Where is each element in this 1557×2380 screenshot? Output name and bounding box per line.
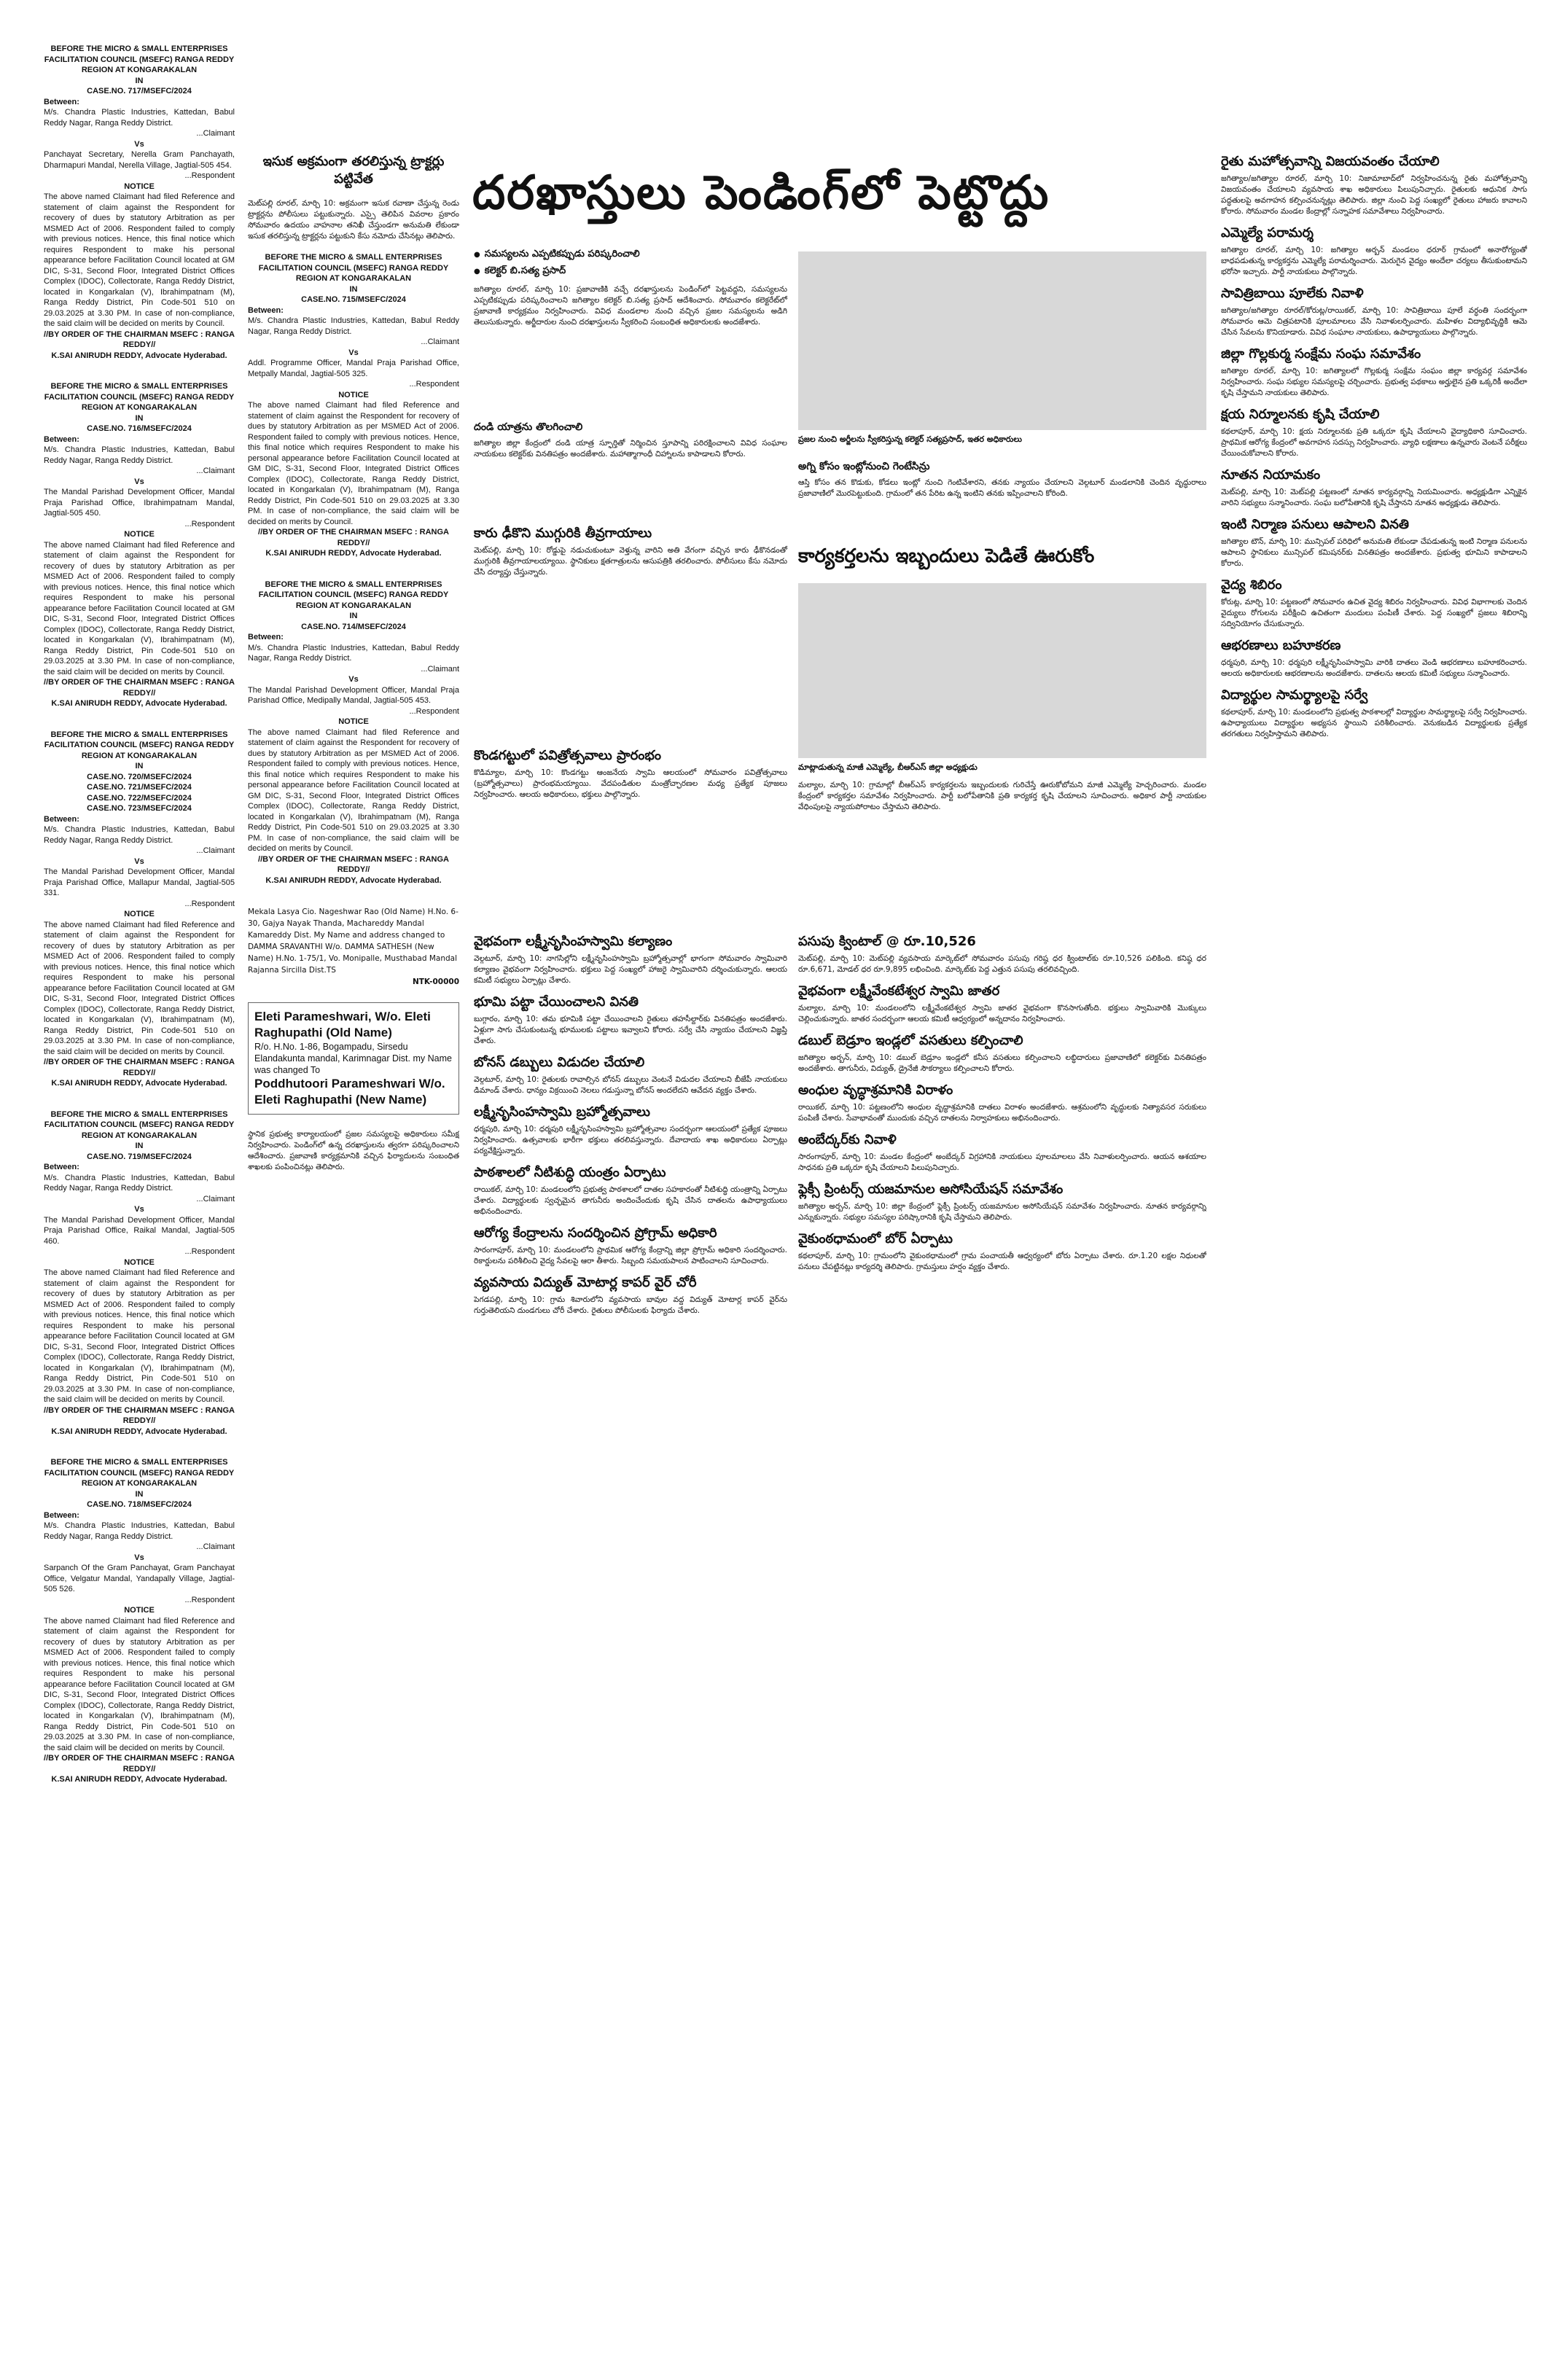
case-number: CASE.NO. 717/MSEFC/2024 (87, 87, 192, 95)
case-number: CASE.NO. 715/MSEFC/2024 (301, 295, 406, 304)
legal-notice (44, 381, 235, 709)
story-body: ధర్మపురి, మార్చి 10: ధర్మపురి లక్ష్మీనృసింహస్వామి వారికి దాతలు వెండి ఆభరణాలు బహూకరించారు. ఆలయ అధికారులకు ఆభరణాలను అందజేశారు. దాతలను ఆలయ కమిటీ సభ్యులు సన్మానించారు. (1221, 658, 1527, 678)
column-two (248, 146, 459, 2380)
ad-new-name: Poddhutoori Parameshwari W/o. Eleti Raghupathi (New Name) (254, 1077, 445, 1107)
notice-body: The above named Claimant had filed Reference and statement of claim against the Respondent for recovery of dues by statutory Arbitration as per MSMED Act of 2006. Respondent failed to comply with previous notices. Hence, this final notice which requires Respondent to make his personal appearance before Facilitation Council located at GM DIC, S-31, Second Floor, Integrated District Offices Complex (IDOC), Collectorate, Ranga Reddy District, located in Kongarkalan (V), Ibrahimpatnam (M), Ranga Reddy District, Pin Code-501 510 on 29.03.2025 at 3.30 PM. In case of non-compliance, the said claim will be decided on merits by Council. (44, 920, 235, 1056)
notice-header: BEFORE THE MICRO & SMALL ENTERPRISES FACILITATION COUNCIL (MSEFC) RANGA REDDY REGION AT KONGARAKALAN (44, 382, 235, 412)
story-body: కథలాపూర్, మార్చి 10: క్షయ నిర్మూలనకు ప్రతి ఒక్కరూ కృషి చేయాలని వైద్యాధికారి సూచించారు. ప్రాథమిక ఆరోగ్య కేంద్రంలో అవగాహన సదస్సు నిర్వహించారు. వ్యాధి లక్షణాలు ఉన్నవారు వెంటనే పరీక్షలు చేయించుకోవాలని కోరారు. (1221, 427, 1527, 458)
story-title: పాఠశాలలో నీటిశుద్ధి యంత్రం ఏర్పాటు (474, 1165, 666, 1180)
claimant-name: M/s. Chandra Plastic Industries, Kattedan, Babul Reddy Nagar, Ranga Reddy District. (44, 825, 235, 845)
ad-code: NTK-00000 (412, 978, 459, 986)
versus-label: Vs (348, 348, 359, 357)
versus-label: Vs (348, 675, 359, 684)
photo-caption: ప్రజల నుంచి అర్జీలను స్వీకరిస్తున్న కలెక్టర్ సత్యప్రసాద్, ఇతర అధికారులు (798, 434, 1022, 444)
notice-order: //BY ORDER OF THE CHAIRMAN MSEFC : RANGA REDDY// (44, 678, 235, 698)
workers-body: మల్యాల, మార్చి 10: గ్రామాల్లో బీఆర్ఎస్ కార్యకర్తలను ఇబ్బందులకు గురిచేస్తే ఊరుకోబోమని మాజీ ఎమ్మెల్యే హెచ్చరించారు. మండల కేంద్రంలో కార్యకర్తల సమావేశం నిర్వహించారు. పార్టీ బలోపేతానికి ప్రతి కార్యకర్త కృషి చేయాలని సూచించారు. అధికార పార్టీ నాయకుల వేధింపులపై న్యాయపోరాటం చేస్తామని తెలిపారు. (798, 781, 1206, 811)
story-body: సారంగాపూర్, మార్చి 10: మండల కేంద్రంలో అంబేద్కర్ విగ్రహానికి నాయకులు పూలమాలలు వేసి నివాళులర్పించారు. ఆయన ఆశయాల సాధనకు ప్రతి ఒక్కరూ కృషి చేయాలని పిలుపునిచ్చారు. (798, 1152, 1206, 1172)
ad-text: Mekala Lasya Cio. Nageshwar Rao (Old Name) H.No. 6-30, Gajya Nayak Thanda, Machareddy Mandal Kamareddy Dist. My Name and address changed to DAMMA SRAVANTHI W/o. DAMMA SATHESH (New Name) H.No. 1-75/1, Vo. Monipalle, Musthabad Mandal Rajanna Sircilla Dist.TS (248, 908, 458, 975)
story-title: ఫ్లెక్సీ ప్రింటర్స్ యజమానుల అసోసియేషన్ సమావేశం (798, 1182, 1064, 1197)
story-title: వైద్య శిబిరం (1221, 577, 1282, 593)
between-label: Between: (44, 97, 79, 106)
story-title: రైతు మహోత్సవాన్ని విజయవంతం చేయాలి (1221, 154, 1440, 169)
notice-header: BEFORE THE MICRO & SMALL ENTERPRISES FACILITATION COUNCIL (MSEFC) RANGA REDDY REGION AT KONGARAKALAN (258, 580, 449, 610)
lead-story (474, 284, 787, 329)
story-title: ఇసుక అక్రమంగా తరలిస్తున్న ట్రాక్టర్లు పట్టివేత (262, 154, 445, 187)
name-change-ad-small (248, 906, 459, 988)
between-label: Between: (44, 1510, 79, 1520)
bullet-point: ● కలెక్టర్ బి.సత్య ప్రసాద్ (474, 263, 780, 280)
notice-in: IN (349, 284, 358, 294)
notice-body: The above named Claimant had filed Reference and statement of claim against the Respondent for recovery of dues by statutory Arbitration as per MSMED Act of 2006. Respondent failed to comply with previous notices. Hence, this final notice which requires Respondent to make his personal appearance before Facilitation Council located at GM DIC, S-31, Second Floor, Integrated District Offices Complex (IDOC), Collectorate, Ranga Reddy District, located in Kongarkalan (V), Ibrahimpatnam (M), Ranga Reddy District, Pin Code-501 510 on 29.03.2025 at 3.30 PM. In case of non-compliance, the said claim will be decided on merits by Council. (44, 1268, 235, 1404)
legal-notice (44, 44, 235, 361)
legal-notice (44, 1457, 235, 1785)
bullet-point: ● సమస్యలను ఎప్పటికప్పుడు పరిష్కరించాలి (474, 246, 780, 263)
story-title: బోనస్ డబ్బులు విడుదల చేయాలి (474, 1055, 645, 1070)
legal-notice (44, 1109, 235, 1437)
notice-signatory: K.SAI ANIRUDH REDDY, Advocate Hyderabad. (51, 1775, 227, 1784)
notice-order: //BY ORDER OF THE CHAIRMAN MSEFC : RANGA REDDY// (258, 528, 449, 547)
story-body: జగిత్యాల అర్బన్, మార్చి 10: డబుల్ బెడ్రూం ఇండ్లలో కనీస వసతులు కల్పించాలని లబ్ధిదారులు ప్రజావాణిలో కలెక్టర్‌కు వినతిపత్రం అందజేశారు. తాగునీరు, విద్యుత్, డ్రైనేజీ సౌకర్యాలు కల్పించాలని కోరారు. (798, 1053, 1206, 1073)
story-title: వైభవంగా లక్ష్మీవేంకటేశ్వర స్వామి జాతర (798, 983, 1000, 999)
between-label: Between: (44, 1163, 79, 1171)
car-title: కారు ఢీకొని ముగ్గురికి తీవ్రగాయాలు (474, 526, 652, 541)
notice-signatory: K.SAI ANIRUDH REDDY, Advocate Hyderabad. (51, 699, 227, 708)
versus-label: Vs (134, 1205, 144, 1214)
claimant-name: M/s. Chandra Plastic Industries, Kattedan, Babul Reddy Nagar, Ranga Reddy District. (44, 108, 235, 128)
claimant-label: ...Claimant (196, 1542, 235, 1551)
legal-notice (248, 252, 459, 559)
respondent-label: ...Respondent (184, 171, 235, 180)
collector-photo (798, 251, 1206, 430)
respondent-label: ...Respondent (184, 519, 235, 528)
story-body: వెల్గటూర్, మార్చి 10: నాగసిల్లోని లక్ష్మీనృసింహస్వామి బ్రహ్మోత్సవాల్లో భాగంగా సోమవారం స్వామివారి కల్యాణం వైభవంగా నిర్వహించారు. భక్తులు పెద్ద సంఖ్యలో హాజరై స్వామివారిని దర్శించుకున్నారు. ఆలయ కమిటీ సభ్యులు ఏర్పాట్లు చేశారు. (474, 954, 787, 985)
story-title: విద్యార్థుల సామర్థ్యాలపై సర్వే (1221, 687, 1368, 703)
notice-in: IN (135, 762, 144, 770)
between-label: Between: (44, 814, 79, 824)
case-number: CASE.NO. 718/MSEFC/2024 (87, 1500, 192, 1509)
notice-body: The above named Claimant had filed Reference and statement of claim against the Respondent for recovery of dues by statutory Arbitration as per MSMED Act of 2006. Respondent failed to comply with previous notices. Hence, this final notice which requires Respondent to make his personal appearance before Facilitation Council located at GM DIC, S-31, Second Floor, Integrated District Offices Complex (IDOC), Collectorate, Ranga Reddy District, located in Kongarkalan (V), Ibrahimpatnam (M), Ranga Reddy District, Pin Code-501 510 on 29.03.2025 at 3.30 PM. In case of non-compliance, the said claim will be decided on merits by Council. (248, 727, 459, 853)
notice-signatory: K.SAI ANIRUDH REDDY, Advocate Hyderabad. (51, 351, 227, 360)
side-story (798, 453, 1206, 501)
story-body: రాయికల్, మార్చి 10: పట్టణంలోని అంధుల వృద్ధాశ్రమానికి దాతలు విరాళం అందజేశారు. ఆశ్రమంలోని వృద్ధులకు నిత్యావసర సరుకులు పంపిణీ చేశారు. సేవాభావంతో ముందుకు వచ్చిన దాతలను నిర్వాహకులు అభినందించారు. (798, 1103, 1206, 1123)
claimant-name: M/s. Chandra Plastic Industries, Kattedan, Babul Reddy Nagar, Ranga Reddy District. (44, 445, 235, 465)
notice-signatory: K.SAI ANIRUDH REDDY, Advocate Hyderabad. (265, 549, 442, 558)
story-title: ఆభరణాలు బహూకరణ (1221, 638, 1341, 653)
notice-body: The above named Claimant had filed Reference and statement of claim against the Respondent for recovery of dues by statutory Arbitration as per MSMED Act of 2006. Respondent failed to comply with previous notices. Hence, this final notice which requires Respondent to make his personal appearance before Facilitation Council located at GM DIC, S-31, Second Floor, Integrated District Offices Complex (IDOC), Collectorate, Ranga Reddy District, located in Kongarkalan (V), Ibrahimpatnam (M), Ranga Reddy District, Pin Code-501 510 on 29.03.2025 at 3.30 PM. In case of non-compliance, the said claim will be decided on merits by Council. (44, 1616, 235, 1752)
story-title: జిల్లా గొల్లకుర్మ సంక్షేమ సంఘ సమావేశం (1221, 346, 1421, 362)
notice-header: BEFORE THE MICRO & SMALL ENTERPRISES FACILITATION COUNCIL (MSEFC) RANGA REDDY REGION AT KONGARAKALAN (44, 1458, 235, 1488)
story-body: మల్యాల, మార్చి 10: మండలంలోని లక్ష్మీవేంకటేశ్వర స్వామి జాతర వైభవంగా కొనసాగుతోంది. భక్తులు స్వామివారికి మొక్కులు చెల్లించుకున్నారు. జాతర సందర్భంగా ఆలయ కమిటీ ఆధ్వర్యంలో అన్నదానం నిర్వహించారు. (798, 1004, 1206, 1023)
respondent-name: The Mandal Parishad Development Officer, Mandal Praja Parishad Office, Ibrahimpatnam Mandal, Jagtial-505 450. (44, 488, 235, 518)
kondagattu-story (474, 740, 787, 802)
name-change-ad (248, 1002, 459, 1115)
story-body: కోరుట్ల, మార్చి 10: పట్టణంలో సోమవారం ఉచిత వైద్య శిబిరం నిర్వహించారు. వివిధ విభాగాలకు చెందిన వైద్యులు రోగులను పరీక్షించి ఉచితంగా మందులు పంపిణీ చేశారు. పెద్ద సంఖ్యలో ప్రజలు శిబిరాన్ని సద్వినియోగం చేసుకున్నారు. (1221, 598, 1527, 628)
legal-notice (44, 730, 235, 1089)
car-story (474, 518, 787, 580)
story-body: జగిత్యాల/జగిత్యాల రూరల్/కోరుట్ల/రాయికల్, మార్చి 10: సావిత్రిబాయి పూలే వర్ధంతి సందర్భంగా సోమవారం ఆమె చిత్రపటానికి పూలమాలలు వేసి నివాళులర్పించారు. మహిళల విద్యాభివృద్ధికి ఆమె చేసిన సేవలను కొనియాడారు. వివిధ సంఘాల నాయకులు, ఉపాధ్యాయులు పాల్గొన్నారు. (1221, 306, 1527, 337)
legal-notice (248, 580, 459, 886)
notice-label: NOTICE (124, 1606, 155, 1615)
substory-body: జగిత్యాల జిల్లా కేంద్రంలో దండి యాత్ర స్ఫూర్తితో నిర్మించిన స్తూపాన్ని పరిరక్షించాలని వివిధ సంఘాల నాయకులు కలెక్టర్‌కు వినతిపత్రం అందజేశారు. మహాత్మాగాంధీ చిహ్నాలను కాపాడాలని కోరారు. (474, 439, 787, 459)
claimant-name: M/s. Chandra Plastic Industries, Kattedan, Babul Reddy Nagar, Ranga Reddy District. (44, 1173, 235, 1193)
notice-body: The above named Claimant had filed Reference and statement of claim against the Respondent for recovery of dues by statutory Arbitration as per MSMED Act of 2006. Respondent failed to comply with previous notices. Hence, this final notice which requires Respondent to make his personal appearance before Facilitation Council located at GM DIC, S-31, Second Floor, Integrated District Offices Complex (IDOC), Collectorate, Ranga Reddy District, located in Kongarkalan (V), Ibrahimpatnam (M), Ranga Reddy District, Pin Code-501 510 on 29.03.2025 at 3.30 PM. In case of non-compliance, the said claim will be decided on merits by Council. (248, 401, 459, 526)
notice-signatory: K.SAI ANIRUDH REDDY, Advocate Hyderabad. (51, 1427, 227, 1436)
story-body: మెట్‌పల్లి, మార్చి 10: మెట్‌పల్లి వ్యవసాయ మార్కెట్‌లో సోమవారం పసుపు గరిష్ఠ ధర క్వింటాల్‌కు రూ.10,526 పలికింది. కనిష్ఠ ధర రూ.6,671, మోడల్ ధర రూ.9,895 లభించింది. మార్కెట్‌కు పెద్ద ఎత్తున పసుపు తరలివచ్చింది. (798, 954, 1206, 974)
main-headline: దరఖాస్తులు పెండింగ్‌లో పెట్టొద్దు (472, 166, 1050, 220)
story-title: ఇంటి నిర్మాణ పనులు ఆపాలని వినతి (1221, 517, 1409, 532)
story-body: ధర్మపురి, మార్చి 10: ధర్మపురి లక్ష్మీనృసింహస్వామి బ్రహ్మోత్సవాల సందర్భంగా ఆలయంలో ప్రత్యేక పూజలు నిర్వహించారు. ఉత్సవాలకు భారీగా భక్తులు తరలివస్తున్నారు. దేవాదాయ శాఖ అధికారులు ఏర్పాట్లు పర్యవేక్షిస్తున్నారు. (474, 1125, 787, 1155)
notice-in: IN (135, 1489, 144, 1499)
story-body: జగిత్యాల రూరల్, మార్చి 10: జగిత్యాల అర్బన్ మండలం ధరూర్ గ్రామంలో అనారోగ్యంతో బాధపడుతున్న కార్యకర్తను ఎమ్మెల్యే పరామర్శించారు. మెరుగైన వైద్యం అందేలా చర్యలు తీసుకుంటామని భరోసా ఇచ్చారు. పార్టీ నాయకులు పాల్గొన్నారు. (1221, 246, 1527, 276)
notices-list (44, 44, 235, 1785)
notice-body: The above named Claimant had filed Reference and statement of claim against the Respondent for recovery of dues by statutory Arbitration as per MSMED Act of 2006. Respondent failed to comply with previous notices. Hence, this final notice which requires Respondent to make his personal appearance before Facilitation Council located at GM DIC, S-31, Second Floor, Integrated District Offices Complex (IDOC), Collectorate, Ranga Reddy District, located in Kongarkalan (V), Ibrahimpatnam (M), Ranga Reddy District, Pin Code-501 510 on 29.03.2025 at 3.30 PM. In case of non-compliance, the said claim will be decided on merits by Council. (44, 540, 235, 676)
notice-in: IN (135, 413, 144, 423)
story-title: లక్ష్మీనృసింహస్వామి బ్రహ్మోత్సవాలు (474, 1104, 650, 1120)
workers-body-block (798, 780, 1206, 814)
story-title: డబుల్ బెడ్రూం ఇండ్లలో వసతులు కల్పించాలి (798, 1033, 1023, 1048)
story-title: సావిత్రిబాయి పూలేకు నివాళి (1221, 286, 1364, 301)
workers-photo (798, 583, 1206, 758)
story-body: పెగడపల్లి, మార్చి 10: గ్రామ శివారులోని వ్యవసాయ బావుల వద్ద విద్యుత్ మోటార్ల కాపర్ వైర్‌ను గుర్తుతెలియని దుండగులు చోరీ చేశారు. రైతులు పోలీసులకు ఫిర్యాదు చేశారు. (474, 1295, 787, 1315)
story-body: వెల్గటూర్, మార్చి 10: రైతులకు రావాల్సిన బోనస్ డబ్బులు వెంటనే విడుదల చేయాలని బీజేపీ నాయకులు డిమాండ్ చేశారు. ధాన్యం విక్రయించి నెలలు గడుస్తున్నా బోనస్ అందలేదని ఆవేదన వ్యక్తం చేశారు. (474, 1075, 787, 1095)
case-number: CASE.NO. 716/MSEFC/2024 (87, 424, 192, 433)
respondent-name: Panchayat Secretary, Nerella Gram Panchayath, Dharmapuri Mandal, Nerella Village, Jagtial-505 454. (44, 150, 235, 170)
legal-notices-column (44, 44, 235, 2380)
notice-label: NOTICE (124, 1257, 155, 1267)
side-title: అగ్ని కోసం ఇంట్లోనుంచి గెంటేసిన్రు (798, 461, 930, 472)
notice-order: //BY ORDER OF THE CHAIRMAN MSEFC : RANGA REDDY// (44, 329, 235, 349)
versus-label: Vs (134, 139, 144, 149)
versus-label: Vs (134, 1553, 144, 1562)
notice-header: BEFORE THE MICRO & SMALL ENTERPRISES FACILITATION COUNCIL (MSEFC) RANGA REDDY REGION AT KONGARAKALAN (44, 730, 235, 760)
story-title: అంధుల వృద్ధాశ్రమానికి విరాళం (798, 1082, 953, 1098)
workers-title: కార్యకర్తలను ఇబ్బందులు పెడితే ఊరుకోం (798, 545, 1095, 567)
story-title: పసుపు క్వింటాల్ @ రూ.10,526 (798, 934, 976, 949)
story-body: స్థానిక ప్రభుత్వ కార్యాలయంలో ప్రజల సమస్యలపై అధికారులు సమీక్ష నిర్వహించారు. పెండింగ్‌లో ఉన్న దరఖాస్తులను త్వరగా పరిష్కరించాలని ఆదేశించారు. ప్రజావాణి కార్యక్రమానికి వచ్చిన ఫిర్యాదులను సంబంధిత శాఖలకు పంపించినట్లు తెలిపారు. (248, 1130, 459, 1171)
claimant-label: ...Claimant (196, 1194, 235, 1203)
story-body: జగిత్యాల/జగిత్యాల రూరల్, మార్చి 10: నిజామాబాద్‌లో నిర్వహించనున్న రైతు మహోత్సవాన్ని విజయవంతం చేయాలని వ్యవసాయ శాఖ అధికారులు పిలుపునిచ్చారు. రైతులకు ఆధునిక సాగు పద్ధతులపై అవగాహన కల్పించనున్నట్లు తెలిపారు. జిల్లా నుంచి పెద్ద సంఖ్యలో రైతులు హాజరు కావాలని కోరారు. సోమవారం మండల కేంద్రాల్లో సన్నాహక సమావేశాలు నిర్వహించారు. (1221, 174, 1527, 216)
story-title: క్షయ నిర్మూలనకు కృషి చేయాలి (1221, 407, 1380, 422)
story-body: మెట్‌పల్లి రూరల్, మార్చి 10: అక్రమంగా ఇసుక రవాణా చేస్తున్న రెండు ట్రాక్టర్లను పోలీసులు పట్టుకున్నారు. ఎస్సై తెలిపిన వివరాల ప్రకారం సోమవారం ఉదయం వాహనాల తనిఖీ చేస్తుండగా అనుమతి లేకుండా ఇసుక తరలిస్తున్న ట్రాక్టర్లను పట్టుకుని కేసు నమోదు చేసినట్లు తెలిపారు. (248, 199, 459, 241)
versus-label: Vs (134, 857, 144, 866)
notice-signatory: K.SAI ANIRUDH REDDY, Advocate Hyderabad. (51, 1079, 227, 1088)
story-body: జగిత్యాల అర్బన్, మార్చి 10: జిల్లా కేంద్రంలో ఫ్లెక్సీ ప్రింటర్స్ యజమానుల అసోసియేషన్ సమావేశం నిర్వహించారు. నూతన కార్యవర్గాన్ని ఎన్నుకున్నారు. సభ్యుల సమస్యల పరిష్కారానికి కృషి చేస్తామని తెలిపారు. (798, 1202, 1206, 1222)
notice-order: //BY ORDER OF THE CHAIRMAN MSEFC : RANGA REDDY// (44, 1754, 235, 1774)
story-title: వైకుంఠధామంలో బోర్ ఏర్పాటు (798, 1231, 953, 1246)
notice-signatory: K.SAI ANIRUDH REDDY, Advocate Hyderabad. (265, 875, 442, 885)
notice-in: IN (135, 76, 144, 85)
story-title: వైభవంగా లక్ష్మీనృసింహస్వామి కల్యాణం (474, 934, 673, 949)
story-body: జగిత్యాల టౌన్, మార్చి 10: మున్సిపల్ పరిధిలో అనుమతి లేకుండా చేపడుతున్న ఇంటి నిర్మాణ పనులను ఆపాలని స్థానికులు మున్సిపల్ కమిషనర్‌కు వినతిపత్రం అందజేశారు. ప్రభుత్వ భూమిని కాపాడాలని కోరారు. (1221, 537, 1527, 568)
notice-label: NOTICE (124, 530, 155, 539)
news-column-4 (1221, 146, 1527, 2376)
notice-in: IN (135, 1142, 144, 1150)
notice-order: //BY ORDER OF THE CHAIRMAN MSEFC : RANGA REDDY// (44, 1405, 235, 1425)
notice-body: The above named Claimant had filed Reference and statement of claim against the Respondent for recovery of dues by statutory Arbitration as per MSMED Act of 2006. Respondent failed to comply with previous notices. Hence, this final notice which requires Respondent to make his personal appearance before Facilitation Council located at GM DIC, S-31, Second Floor, Integrated District Offices Complex (IDOC), Collectorate, Ranga Reddy District, located in Kongarkalan (V), Ibrahimpatnam (M), Ranga Reddy District, Pin Code-501 510 on 29.03.2025 at 3.30 PM. In case of non-compliance, the said claim will be decided on merits by Council. (44, 192, 235, 328)
workers-caption: మాట్లాడుతున్న మాజీ ఎమ్మెల్యే, బీఆర్ఎస్ జిల్లా అధ్యక్షుడు (798, 762, 977, 772)
story-body: రాయికల్, మార్చి 10: మండలంలోని ప్రభుత్వ పాఠశాలలో దాతల సహకారంతో నీటిశుద్ధి యంత్రాన్ని ఏర్పాటు చేశారు. విద్యార్థులకు స్వచ్ఛమైన తాగునీరు అందించేందుకు కృషి చేసిన దాతలను ఉపాధ్యాయులు అభినందించారు. (474, 1185, 787, 1216)
news-column-3b (798, 926, 1206, 2376)
notice-order: //BY ORDER OF THE CHAIRMAN MSEFC : RANGA REDDY// (44, 1058, 235, 1077)
car-body: మెట్‌పల్లి, మార్చి 10: రోడ్డుపై నడుచుకుంటూ వెళ్తున్న వారిని అతి వేగంగా వచ్చిన కారు ఢీకొనడంతో ముగ్గురికి తీవ్రగాయాలయ్యాయి. స్థానికులు క్షతగాత్రులను ఆసుపత్రికి తరలించారు. పోలీసులు కేసు నమోదు చేసి దర్యాప్తు చేస్తున్నారు. (474, 546, 787, 577)
case-number: CASE.NO. 719/MSEFC/2024 (87, 1152, 192, 1161)
respondent-name: Addl. Programme Officer, Mandal Praja Parishad Office, Metpally Mandal, Jagtial-505 325. (248, 359, 459, 378)
respondent-label: ...Respondent (184, 1247, 235, 1256)
headline-bullets (474, 246, 780, 280)
ad-address: R/o. H.No. 1-86, Bogampadu, Sirsedu Elandakunta mandal, Karimnagar Dist. my Name was changed To (254, 1042, 452, 1075)
notice-header: BEFORE THE MICRO & SMALL ENTERPRISES FACILITATION COUNCIL (MSEFC) RANGA REDDY REGION AT KONGARAKALAN (44, 44, 235, 74)
substory-title: దండి యాత్రను తొలగించాలి (474, 421, 583, 433)
respondent-label: ...Respondent (184, 1595, 235, 1604)
claimant-label: ...Claimant (196, 846, 235, 855)
respondent-name: The Mandal Parishad Development Officer, Mandal Praja Parishad Office, Raikal Mandal, Jagtial-505 460. (44, 1215, 235, 1246)
side-body: ఆస్తి కోసం తన కొడుకు, కోడలు ఇంట్లో నుంచి గెంటివేశారని, తనకు న్యాయం చేయాలని వెల్గటూర్ మండలానికి చెందిన వృద్ధురాలు ప్రజావాణిలో మొరపెట్టుకుంది. గ్రామంలో తన పేరిట ఉన్న ఇంటిని తనకు ఇప్పించాలని కోరింది. (798, 478, 1206, 498)
notice-label: NOTICE (338, 390, 369, 399)
respondent-name: The Mandal Parishad Development Officer, Mandal Praja Parishad Office, Medipally Mandal, Jagtial-505 453. (248, 685, 459, 705)
story-body: కథలాపూర్, మార్చి 10: మండలంలోని ప్రభుత్వ పాఠశాలల్లో విద్యార్థుల సామర్థ్యాలపై సర్వే నిర్వహించారు. ఉపాధ్యాయులు విద్యార్థుల అభ్యసన స్థాయిని పరిశీలించారు. వెనుకబడిన విద్యార్థులకు ప్రత్యేక తరగతులు నిర్వహిస్తామని తెలిపారు. (1221, 708, 1527, 738)
notice-header: BEFORE THE MICRO & SMALL ENTERPRISES FACILITATION COUNCIL (MSEFC) RANGA REDDY REGION AT KONGARAKALAN (44, 1109, 235, 1140)
kondagattu-body: కొడిమ్యాల, మార్చి 10: కొండగట్టు ఆంజనేయ స్వామి ఆలయంలో సోమవారం పవిత్రోత్సవాలు (బ్రహ్మోత్సవాలు) ప్రారంభమయ్యాయి. వేదపండితుల మంత్రోచ్ఛారణల మధ్య ప్రత్యేక పూజలు నిర్వహించారు. ఆలయ అధికారులు, భక్తులు పాల్గొన్నారు. (474, 768, 787, 799)
story-title: వ్యవసాయ విద్యుత్ మోటార్ల కాపర్ వైర్ చోరీ (474, 1275, 697, 1290)
claimant-name: M/s. Chandra Plastic Industries, Kattedan, Babul Reddy Nagar, Ranga Reddy District. (248, 643, 459, 663)
respondent-label: ...Respondent (409, 380, 459, 389)
case-number: CASE.NO. 714/MSEFC/2024 (301, 622, 406, 631)
left-substory (474, 414, 787, 461)
notice-label: NOTICE (124, 182, 155, 191)
respondent-label: ...Respondent (184, 899, 235, 908)
between-label: Between: (248, 633, 284, 641)
story-title: అంబేద్కర్‌కు నివాళి (798, 1132, 897, 1147)
claimant-name: M/s. Chandra Plastic Industries, Kattedan, Babul Reddy Nagar, Ranga Reddy District. (44, 1521, 235, 1541)
story-title: ఆరోగ్య కేంద్రాలను సందర్శించిన ప్రోగ్రామ్ అధికారి (474, 1225, 717, 1241)
between-label: Between: (44, 434, 79, 444)
story-body: మెట్‌పల్లి, మార్చి 10: మెట్‌పల్లి పట్టణంలో నూతన కార్యవర్గాన్ని నియమించారు. అధ్యక్షుడిగా ఎన్నికైన వారిని సభ్యులు సన్మానించారు. సంఘ బలోపేతానికి కృషి చేస్తానని నూతన అధ్యక్షుడు తెలిపారు. (1221, 488, 1527, 507)
versus-label: Vs (134, 477, 144, 486)
ad-old-name: Eleti Parameshwari, W/o. Eleti Raghupathi (Old Name) (254, 1010, 431, 1039)
claimant-label: ...Claimant (196, 467, 235, 475)
notice-in: IN (349, 612, 358, 620)
notice-label: NOTICE (338, 717, 369, 726)
kondagattu-title: కొండగట్టులో పవిత్రోత్సవాలు ప్రారంభం (474, 748, 662, 763)
story-title: భూమి పట్టా చేయించాలని వినతి (474, 994, 639, 1010)
claimant-label: ...Claimant (196, 129, 235, 138)
respondent-label: ...Respondent (409, 706, 459, 716)
notice-order: //BY ORDER OF THE CHAIRMAN MSEFC : RANGA REDDY// (258, 854, 449, 874)
story-body: బుగ్గారం, మార్చి 10: తమ భూమికి పట్టా చేయించాలని రైతులు తహసీల్దార్‌కు వినతిపత్రం అందజేశారు. ఏళ్లుగా సాగు చేసుకుంటున్న భూములకు పట్టాలు ఇవ్వాలని కోరారు. సర్వే చేసి న్యాయం చేయాలని విజ్ఞప్తి చేశారు. (474, 1015, 787, 1045)
notice-label: NOTICE (124, 910, 155, 918)
story-body: జగిత్యాల రూరల్, మార్చి 10: జగిత్యాలలో గొల్లకుర్మ సంక్షేమ సంఘం జిల్లా కార్యవర్గ సమావేశం నిర్వహించారు. సంఘ సభ్యుల సమస్యలపై చర్చించారు. ప్రభుత్వ పథకాలు అర్హులైన ప్రతి ఒక్కరికీ అందేలా కృషి చేస్తామని నాయకులు తెలిపారు. (1221, 367, 1527, 397)
story-title: ఎమ్మెల్యే పరామర్శ (1221, 225, 1314, 241)
story-body: కథలాపూర్, మార్చి 10: గ్రామంలోని వైకుంఠధామంలో గ్రామ పంచాయతీ ఆధ్వర్యంలో బోరు ఏర్పాటు చేశారు. రూ.1.20 లక్షల నిధులతో పనులు చేపట్టినట్లు కార్యదర్శి తెలిపారు. గ్రామస్తులు హర్షం వ్యక్తం చేశారు. (798, 1252, 1206, 1271)
claimant-label: ...Claimant (421, 338, 459, 346)
respondent-name: The Mandal Parishad Development Officer, Mandal Praja Parishad Office, Mallapur Mandal, Jagtial-505 331. (44, 867, 235, 897)
story-body: సారంగాపూర్, మార్చి 10: మండలంలోని ప్రాథమిక ఆరోగ్య కేంద్రాన్ని జిల్లా ప్రోగ్రామ్ అధికారి సందర్శించారు. రికార్డులను పరిశీలించి వైద్య సేవలపై ఆరా తీశారు. సిబ్బంది సమయపాలన పాటించాలని సూచించారు. (474, 1246, 787, 1265)
lead-body: జగిత్యాల రూరల్, మార్చి 10: ప్రజావాణికి వచ్చే దరఖాస్తులను పెండింగ్‌లో పెట్టవద్దని, సమస్యలను ఎప్పటికప్పుడు పరిష్కరించాలని జగిత్యాల కలెక్టర్ బి.సత్య ప్రసాద్ ఆదేశించారు. సోమవారం కలెక్టరేట్‌లో ప్రజావాణి కార్యక్రమం నిర్వహించారు. వివిధ మండలాల నుంచి వచ్చిన ప్రజల సమస్యలను అడిగి తెలుసుకున్నారు. అర్జీదారుల నుంచి దరఖాస్తులను స్వీకరించి సంబంధిత అధికారులకు అందజేశారు. (474, 285, 787, 327)
between-label: Between: (248, 305, 284, 315)
notices-list-middle (248, 252, 459, 886)
news-column-3a (474, 926, 787, 2376)
respondent-name: Sarpanch Of the Gram Panchayat, Gram Panchayat Office, Velgatur Mandal, Yandapally Village, Jagtial-505 526. (44, 1564, 235, 1593)
case-number: CASE.NO. 720/MSEFC/2024 CASE.NO. 721/MSEFC/2024 CASE.NO. 722/MSEFC/2024 CASE.NO. 723/MSEFC/2024 (87, 772, 192, 813)
story-title: నూతన నియామకం (1221, 467, 1321, 483)
workers-story (798, 539, 1206, 569)
claimant-name: M/s. Chandra Plastic Industries, Kattedan, Babul Reddy Nagar, Ranga Reddy District. (248, 316, 459, 336)
claimant-label: ...Claimant (421, 664, 459, 674)
notice-header: BEFORE THE MICRO & SMALL ENTERPRISES FACILITATION COUNCIL (MSEFC) RANGA REDDY REGION AT KONGARAKALAN (258, 253, 449, 283)
